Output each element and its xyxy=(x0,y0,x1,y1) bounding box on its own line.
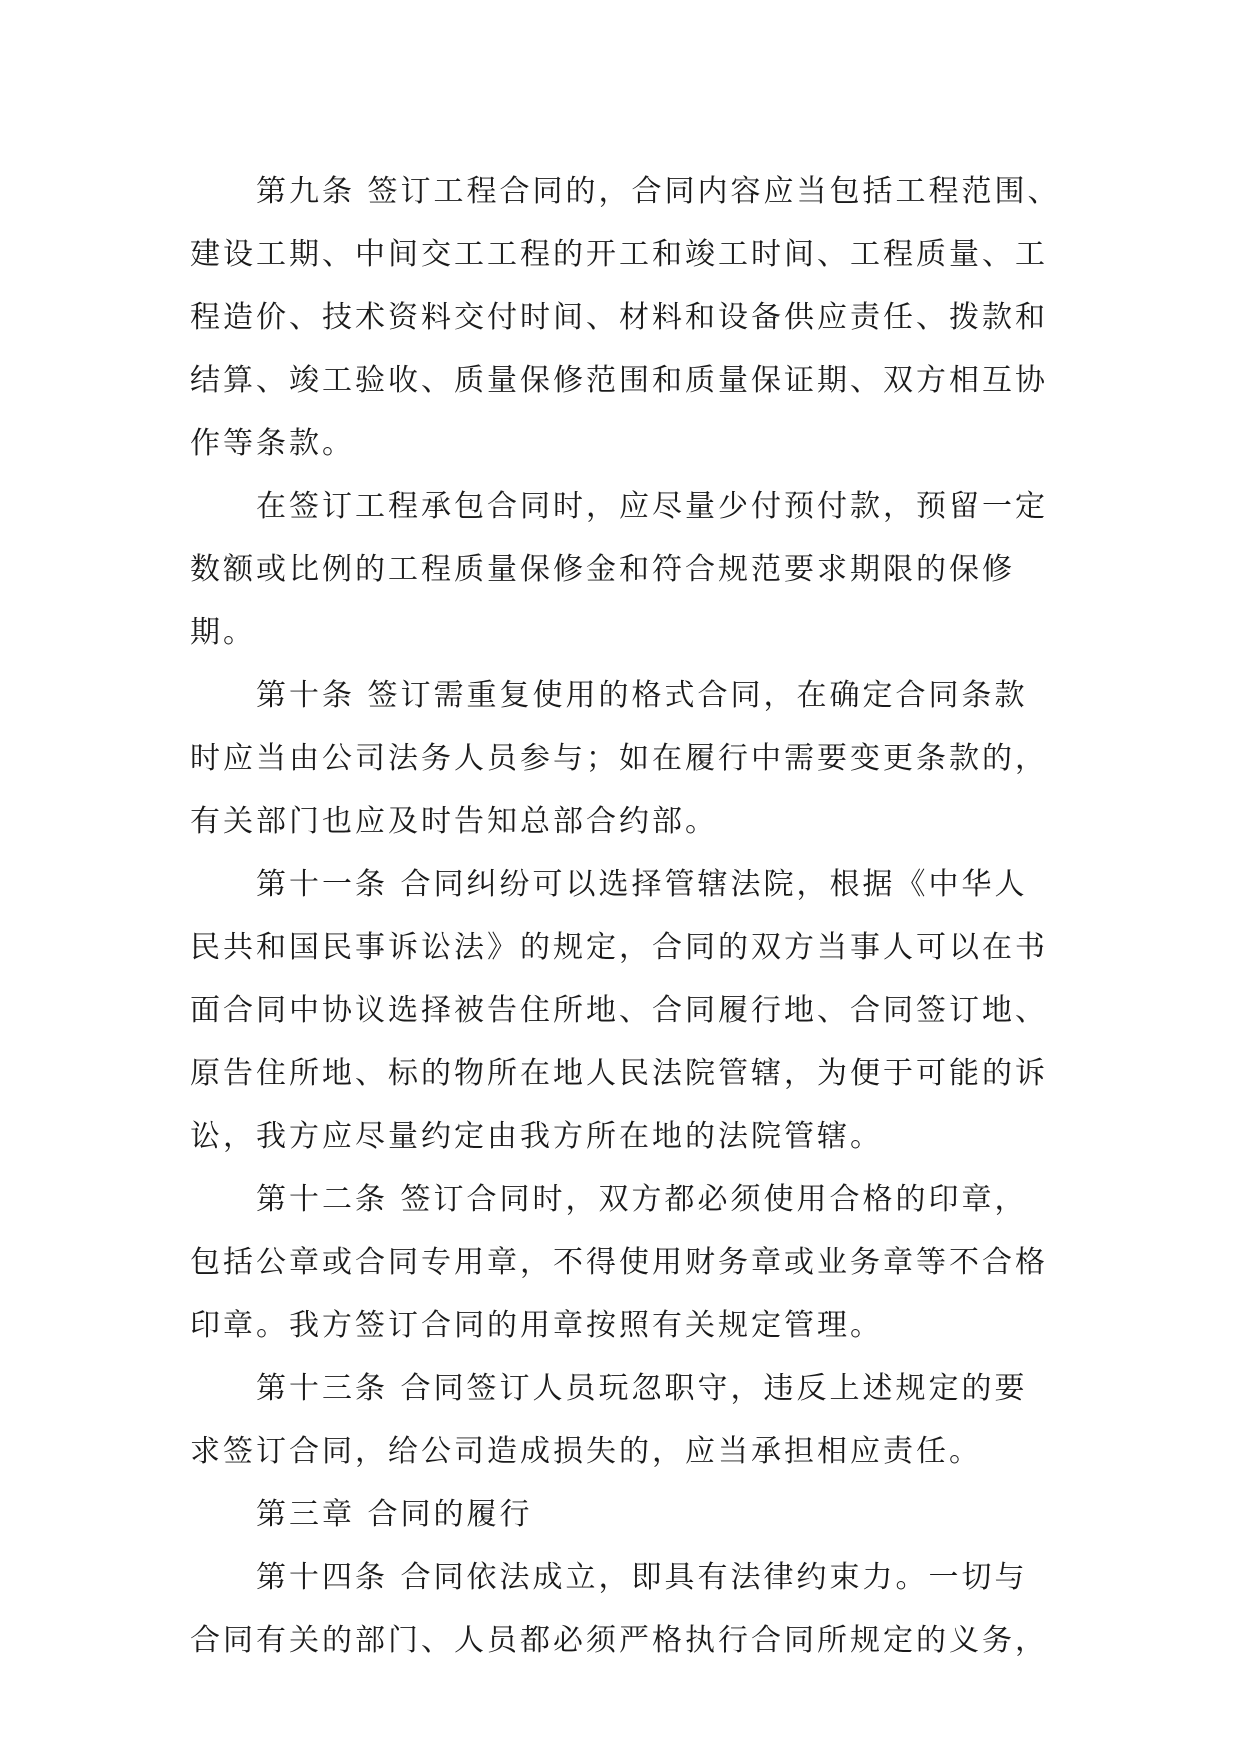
text-line: 期。 xyxy=(190,615,256,650)
article-10 xyxy=(190,664,1070,853)
article-14 xyxy=(190,1546,1070,1672)
text-line: 求签订合同，给公司造成损失的，应当承担相应责任。 xyxy=(190,1434,982,1469)
chapter-heading: 第三章 合同的履行 xyxy=(256,1497,533,1532)
text-line: 原告住所地、标的物所在地人民法院管辖，为便于可能的诉 xyxy=(190,1056,1048,1091)
text-line: 包括公章或合同专用章，不得使用财务章或业务章等不合格 xyxy=(190,1245,1048,1280)
text-line: 建设工期、中间交工工程的开工和竣工时间、工程质量、工 xyxy=(190,237,1048,272)
document-body xyxy=(190,160,1070,1672)
article-12 xyxy=(190,1168,1070,1357)
text-line: 讼，我方应尽量约定由我方所在地的法院管辖。 xyxy=(190,1119,883,1154)
text-line: 程造价、技术资料交付时间、材料和设备供应责任、拨款和 xyxy=(190,300,1048,335)
text-line: 数额或比例的工程质量保修金和符合规范要求期限的保修 xyxy=(190,552,1015,587)
text-line: 结算、竣工验收、质量保修范围和质量保证期、双方相互协 xyxy=(190,363,1048,398)
chapter-3-heading xyxy=(190,1483,1070,1546)
text-line: 在签订工程承包合同时，应尽量少付预付款，预留一定 xyxy=(256,489,1048,524)
text-line: 合同有关的部门、人员都必须严格执行合同所规定的义务， xyxy=(190,1623,1048,1658)
text-line: 民共和国民事诉讼法》的规定，合同的双方当事人可以在书 xyxy=(190,930,1048,965)
text-line: 第九条 签订工程合同的，合同内容应当包括工程范围、 xyxy=(256,174,1061,209)
text-line: 第十二条 签订合同时，双方都必须使用合格的印章， xyxy=(256,1182,1028,1217)
text-line: 第十四条 合同依法成立，即具有法律约束力。一切与 xyxy=(256,1560,1028,1595)
text-line: 印章。我方签订合同的用章按照有关规定管理。 xyxy=(190,1308,883,1343)
text-line: 面合同中协议选择被告住所地、合同履行地、合同签订地、 xyxy=(190,993,1048,1028)
text-line: 第十条 签订需重复使用的格式合同，在确定合同条款 xyxy=(256,678,1028,713)
article-9 xyxy=(190,160,1070,475)
text-line: 第十一条 合同纠纷可以选择管辖法院，根据《中华人 xyxy=(256,867,1028,902)
article-9-para-2 xyxy=(190,475,1070,664)
text-line: 作等条款。 xyxy=(190,426,355,461)
text-line: 第十三条 合同签订人员玩忽职守，违反上述规定的要 xyxy=(256,1371,1028,1406)
text-line: 时应当由公司法务人员参与；如在履行中需要变更条款的， xyxy=(190,741,1048,776)
article-11 xyxy=(190,853,1070,1168)
text-line: 有关部门也应及时告知总部合约部。 xyxy=(190,804,718,839)
article-13 xyxy=(190,1357,1070,1483)
